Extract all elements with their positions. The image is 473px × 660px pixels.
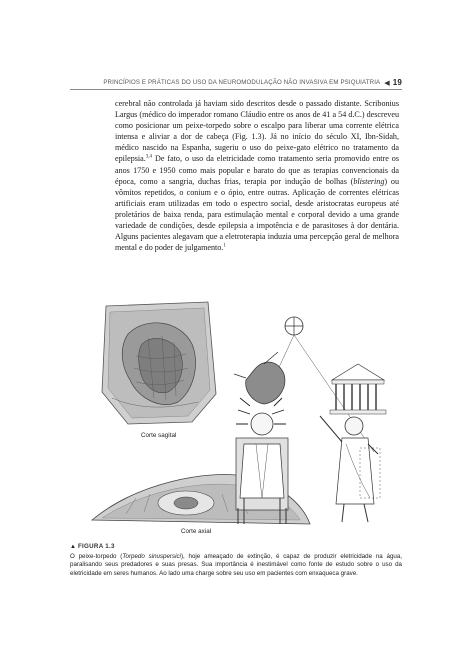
triangle-left-icon: ◀: [384, 79, 390, 87]
citation-superscript: 1: [223, 243, 226, 249]
caption-text-part: ), hoje ameaçado de extinção, é capaz de produzir eletricidade na água, paralisando seus predadores e suas presas. Sua importância é inestimável como fonte de estudo sobre o uso da eletricidade em seres humanos. Ao lado uma charge sobre seu uso em pacientes com enxaqueca grave.: [70, 552, 402, 577]
caption-text: [70, 553, 402, 579]
triangle-up-icon: ▲: [70, 544, 76, 550]
figure-1-3: [88, 298, 400, 538]
italic-term: blistering: [353, 176, 385, 186]
label-corte-axial: Corte axial: [181, 528, 212, 535]
caption-title: FIGURA 1.3: [77, 543, 115, 550]
torpedo-sagittal-drawing: [102, 302, 216, 424]
figure-illustration: [88, 298, 400, 538]
caption-italic: Torpedo sinuspersici: [122, 552, 181, 560]
body-paragraph: [115, 98, 399, 253]
caption-text-part: O peixe-torpedo (: [70, 552, 123, 560]
figure-caption: [70, 543, 402, 578]
page-number: 19: [392, 78, 402, 87]
running-header: [70, 78, 402, 87]
caption-title-row: [70, 543, 402, 552]
citation-superscript: 3,4: [145, 154, 153, 160]
cartoon-drawing: [234, 317, 386, 524]
body-text-part: ) ou vômitos repetidos, o conium e o ópio, entre outras. Aplicação de correntes elétricas artificiais eram utilizadas em todo o espectro social, desde aristocratas europeus até proletários de baixa renda, para estimulação mental e corporal devido a uma grande variedade de condições, desde epilepsia a impotência e de parasitoses à dor dentária. Alguns pacientes alegavam que a eletroterapia induzia uma percepção geral de melhora mental e do poder de julgamento.: [115, 176, 399, 253]
header-rule: [70, 89, 402, 90]
label-corte-sagital: Corte sagital: [141, 432, 177, 439]
body-text-part: De fato, o uso da eletricidade como tratamento seria promovido entre os anos 1750 e 1950 como mais popular e barato do que as terapias convencionais da época, como a sangria, duchas frias, terapia por indução de bolhas (: [115, 154, 399, 186]
body-text-part: cerebral não controlada já haviam sido descritos desde o passado distante. Scribonius Largus (médico do imperador romano Cláudio entre os anos de 41 a 54 d.C.) descreveu como posicionar um peixe-torpedo sobre o escalpo para liberar uma corrente elétrica intensa e aliviar a dor de cabeça (Fig. 1.3). Já no início do século XI, Ibn-Sidah, médico nascido na Espanha, sugeriu o uso do peixe-gato elétrico no tratamento da epilepsia.: [115, 99, 399, 164]
running-title: PRINCÍPIOS E PRÁTICAS DO USO DA NEUROMODULAÇÃO NÃO INVASIVA EM PSIQUIATRIA: [103, 79, 381, 86]
